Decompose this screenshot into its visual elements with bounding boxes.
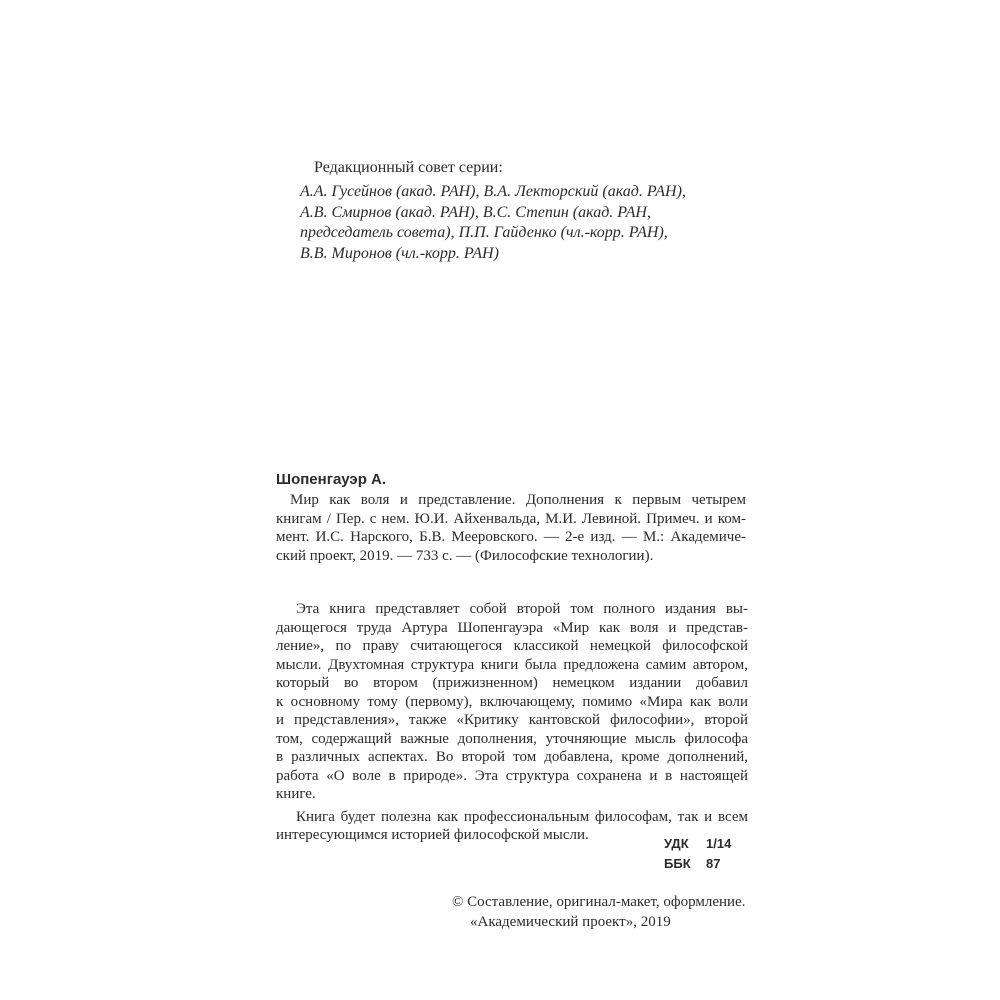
annotation-line: Книга будет полезна как профессиональным философам, так и всем [296,808,748,825]
copyright-line-1: © Составление, оригинал-макет, оформление. [452,894,746,910]
annotation-line: Эта книга представляет собой второй том полного издания вы- [296,601,748,617]
copyright-line-2: «Академический проект», 2019 [470,914,671,930]
editorial-board-line: председатель совета), П.П. Гайденко (чл.-корр. РАН), [300,224,668,241]
udk-label: УДК [664,836,689,851]
annotation-line: к основному тому (первому), включающему, помимо «Мира как воли [276,693,748,710]
annotation-line: и представления», также «Критику кантовской философии», второй [276,712,748,728]
annotation-paragraph-1 [276,600,748,804]
annotation-line: том, содержащий важные дополнения, уточняющие мысль философа [276,730,748,747]
copyright-notice [452,892,745,932]
editorial-board-line: В.В. Миронов (чл.-корр. РАН) [300,244,499,262]
bibliographic-line: Мир как воля и представление. Дополнения к первым четырем [290,492,746,508]
editorial-board-line: А.А. Гусейнов (акад. РАН), В.А. Лекторский (акад. РАН), [300,183,686,200]
classification-codes [664,834,731,874]
editorial-board-heading: Редакционный совет серии: [314,159,503,176]
bibliographic-line: ский проект, 2019. — 733 с. — (Философские технологии). [276,547,654,564]
annotation-line: который во втором (прижизненном) немецком издании добавил [276,675,748,691]
udk-value: 1/14 [706,836,732,851]
bibliographic-description [276,491,746,565]
bbk-value: 87 [706,856,721,871]
udk-row [664,834,731,854]
editorial-board-line: А.В. Смирнов (акад. РАН), В.С. Степин (акад. РАН, [300,203,651,221]
annotation-line: работа «О воле в природе». Эта структура сохранена и в настоящей [276,767,748,784]
annotation-line: в различных аспектах. Во второй том добавлена, кроме дополнений, [276,749,748,765]
annotation-line: книге. [276,786,316,802]
annotation-line: интересующимся историей философской мысли. [276,827,589,843]
bibliographic-line: книгам / Пер. с нем. Ю.И. Айхенвальда, М.И. Левиной. Примеч. и ком- [276,510,746,527]
editorial-board-members [300,182,720,264]
author-name: Шопенгауэр А. [276,471,387,488]
annotation-line: ление», по праву считающегося классикой немецкой философской [276,638,748,654]
annotation-line: мысли. Двухтомная структура книги была предложена самим автором, [276,656,748,673]
bibliographic-entry [276,469,746,565]
annotation [276,600,748,845]
annotation-line: дающегося труда Артура Шопенгауэра «Мир как воля и представ- [276,619,748,636]
bibliographic-line: мент. И.С. Нарского, Б.В. Мееровского. — 2-е изд. — М.: Академиче- [276,529,746,545]
bbk-row [664,854,731,874]
bbk-label: ББК [664,856,691,871]
editorial-board [300,156,720,264]
